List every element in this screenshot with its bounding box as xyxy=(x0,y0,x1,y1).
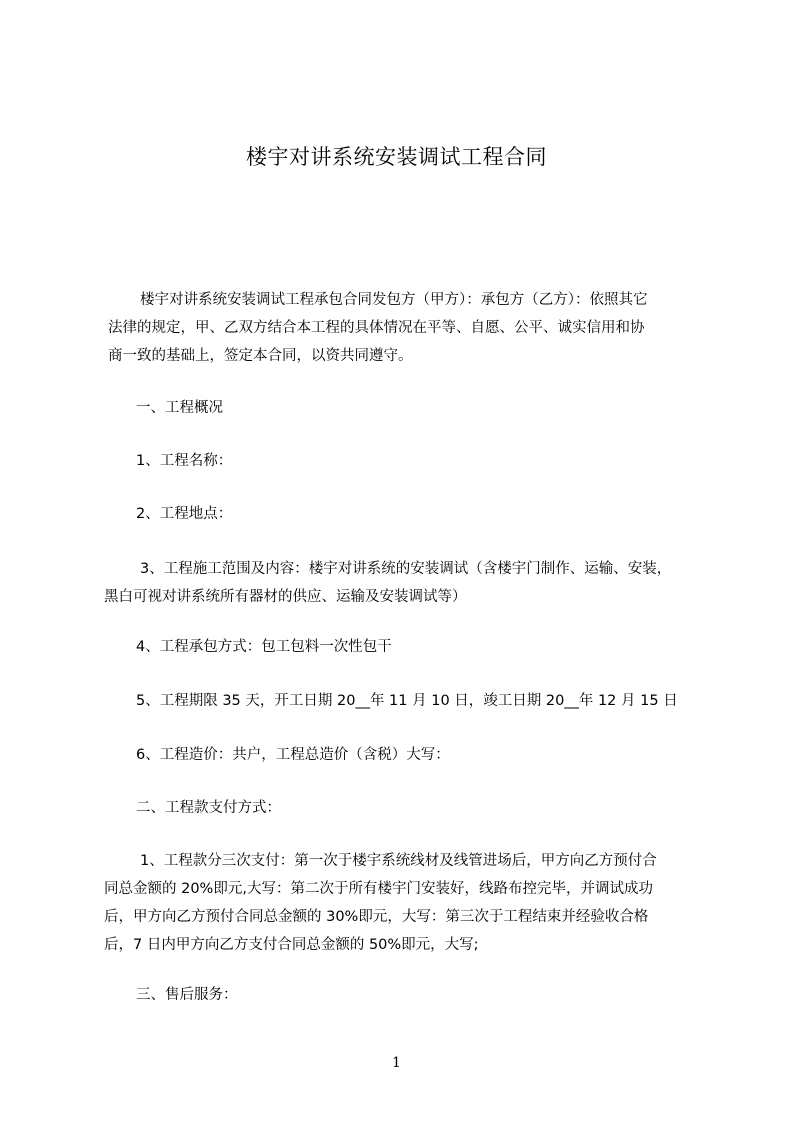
item-project-location: 2、工程地点： xyxy=(136,506,233,522)
payment-paragraph xyxy=(104,847,657,959)
item-project-cost: 6、工程造价：共户，工程总造价（含税）大写： xyxy=(136,747,450,763)
payment-line: 1、工程款分三次支付：第一次于楼宇系统线材及线管进场后，甲方向乙方预付合 xyxy=(140,853,657,869)
document-title: 楼宇对讲系统安装调试工程合同 xyxy=(246,145,547,169)
intro-line: 楼宇对讲系统安装调试工程承包合同发包方（甲方）：承包方（乙方）：依照其它 xyxy=(140,292,648,308)
payment-line: 后，甲方向乙方预付合同总金额的 30%即元，大写：第三次于工程结束并经验收合格 xyxy=(104,909,649,925)
scope-line: 3、工程施工范围及内容：楼宇对讲系统的安装调试（含楼宇门制作、运输、安装， xyxy=(140,561,672,577)
item-project-scope xyxy=(104,555,671,611)
scope-line: 黑白可视对讲系统所有器材的供应、运输及安装调试等） xyxy=(104,589,467,605)
item-project-name: 1、工程名称： xyxy=(136,453,233,469)
intro-paragraph xyxy=(108,286,648,370)
section2-heading: 二、工程款支付方式： xyxy=(136,800,281,816)
page-number: 1 xyxy=(392,1055,401,1071)
section3-heading: 三、售后服务： xyxy=(136,987,238,1003)
payment-line: 同总金额的 20%即元,大写：第二次于所有楼宇门安装好，线路布控完毕，并调试成功 xyxy=(104,881,653,897)
item-project-period: 5、工程期限 35 天，开工日期 20__年 11 月 10 日，竣工日期 20__年 12 月 15 日 xyxy=(136,693,678,709)
intro-line: 法律的规定，甲、乙双方结合本工程的具体情况在平等、自愿、公平、诚实信用和协 xyxy=(108,320,645,336)
item-contract-method: 4、工程承包方式：包工包料一次性包干 xyxy=(136,639,392,655)
payment-line: 后，7 日内甲方向乙方支付合同总金额的 50%即元，大写; xyxy=(104,937,479,953)
intro-line: 商一致的基础上，签定本合同，以资共同遵守。 xyxy=(108,348,413,364)
section1-heading: 一、工程概况 xyxy=(136,400,223,416)
